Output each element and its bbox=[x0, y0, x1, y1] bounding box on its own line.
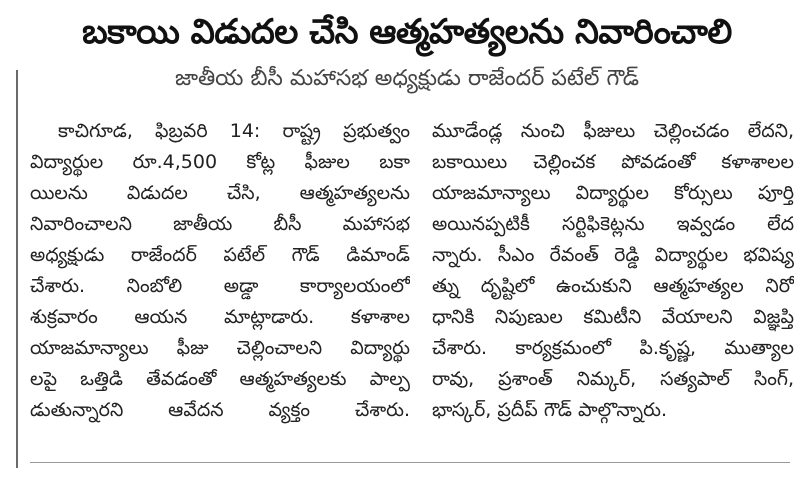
text-line: శుక్రవారం ఆయన మాట్లాడారు. కళాశాల bbox=[30, 306, 410, 328]
bottom-divider-rule bbox=[30, 462, 790, 463]
text-line: యాజమాన్యాలు ఫీజు చెల్లించాలని విద్యార్థు bbox=[30, 337, 410, 359]
text-line: అధ్యక్షుడు రాజేందర్ పటేల్ గౌడ్ డిమాండ్ bbox=[30, 244, 410, 266]
text-line: త్ను దృష్టిలో ఉంచుకుని ఆత్మహత్యల నిరో bbox=[432, 275, 794, 297]
text-line: ధానికి నిపుణుల కమిటీని వేయాలని విజ్ఞప్తి bbox=[432, 306, 794, 328]
text-line: లపై ఒత్తిడి తేవడంతో ఆత్మహత్యలకు పాల్ప bbox=[30, 368, 410, 390]
text-line: విద్యార్థుల రూ.4,500 కోట్ల ఫీజుల బకా bbox=[30, 151, 410, 173]
text-line: యిలను విడుదల చేసి, ఆత్మహత్యలను bbox=[30, 182, 410, 204]
text-line: డుతున్నారని ఆవేదన వ్యక్తం చేశారు. bbox=[30, 399, 410, 421]
text-line: నివారించాలని జాతీయ బీసీ మహాసభ bbox=[30, 213, 410, 235]
column-divider-rule bbox=[16, 70, 18, 468]
text-line: యాజమాన్యాలు విద్యార్థుల కోర్సులు పూర్తి bbox=[432, 182, 794, 204]
text-line: చేశారు. నింబోలి అడ్డా కార్యాలయంలో bbox=[30, 275, 410, 297]
article-column-left bbox=[30, 116, 410, 426]
text-line: కాచిగూడ, ఫిబ్రవరి 14: రాష్ట్ర ప్రభుత్వం bbox=[58, 120, 410, 142]
article-headline: బకాయి విడుదల చేసి ఆత్మహత్యలను నివారించాలి bbox=[82, 12, 732, 52]
text-line: మూడేండ్ల నుంచి ఫీజులు చెల్లించడం లేదని, bbox=[432, 120, 794, 142]
article-column-right bbox=[432, 116, 794, 426]
text-line: అయినప్పటికీ సర్టిఫికెట్లను ఇవ్వడం లేద bbox=[432, 213, 794, 235]
text-line: బకాయిలు చెల్లించక పోవడంతో కళాశాలల bbox=[432, 151, 794, 173]
text-line: న్నారు. సీఎం రేవంత్ రెడ్డి విద్యార్థుల భవిష్య bbox=[432, 244, 794, 266]
text-line: రావు, ప్రశాంత్ నిమ్కర్, సత్యపాల్ సింగ్, bbox=[432, 368, 794, 390]
article-subheadline: జాతీయ బీసీ మహాసభ అధ్యక్షుడు రాజేందర్ పటేల్ గౌడ్ bbox=[174, 66, 640, 91]
text-line: భాస్కర్, ప్రదీప్ గౌడ్ పాల్గొన్నారు. bbox=[432, 399, 667, 421]
text-line: చేశారు. కార్యక్రమంలో పి.కృష్ణ, ముత్యాల bbox=[432, 337, 794, 359]
